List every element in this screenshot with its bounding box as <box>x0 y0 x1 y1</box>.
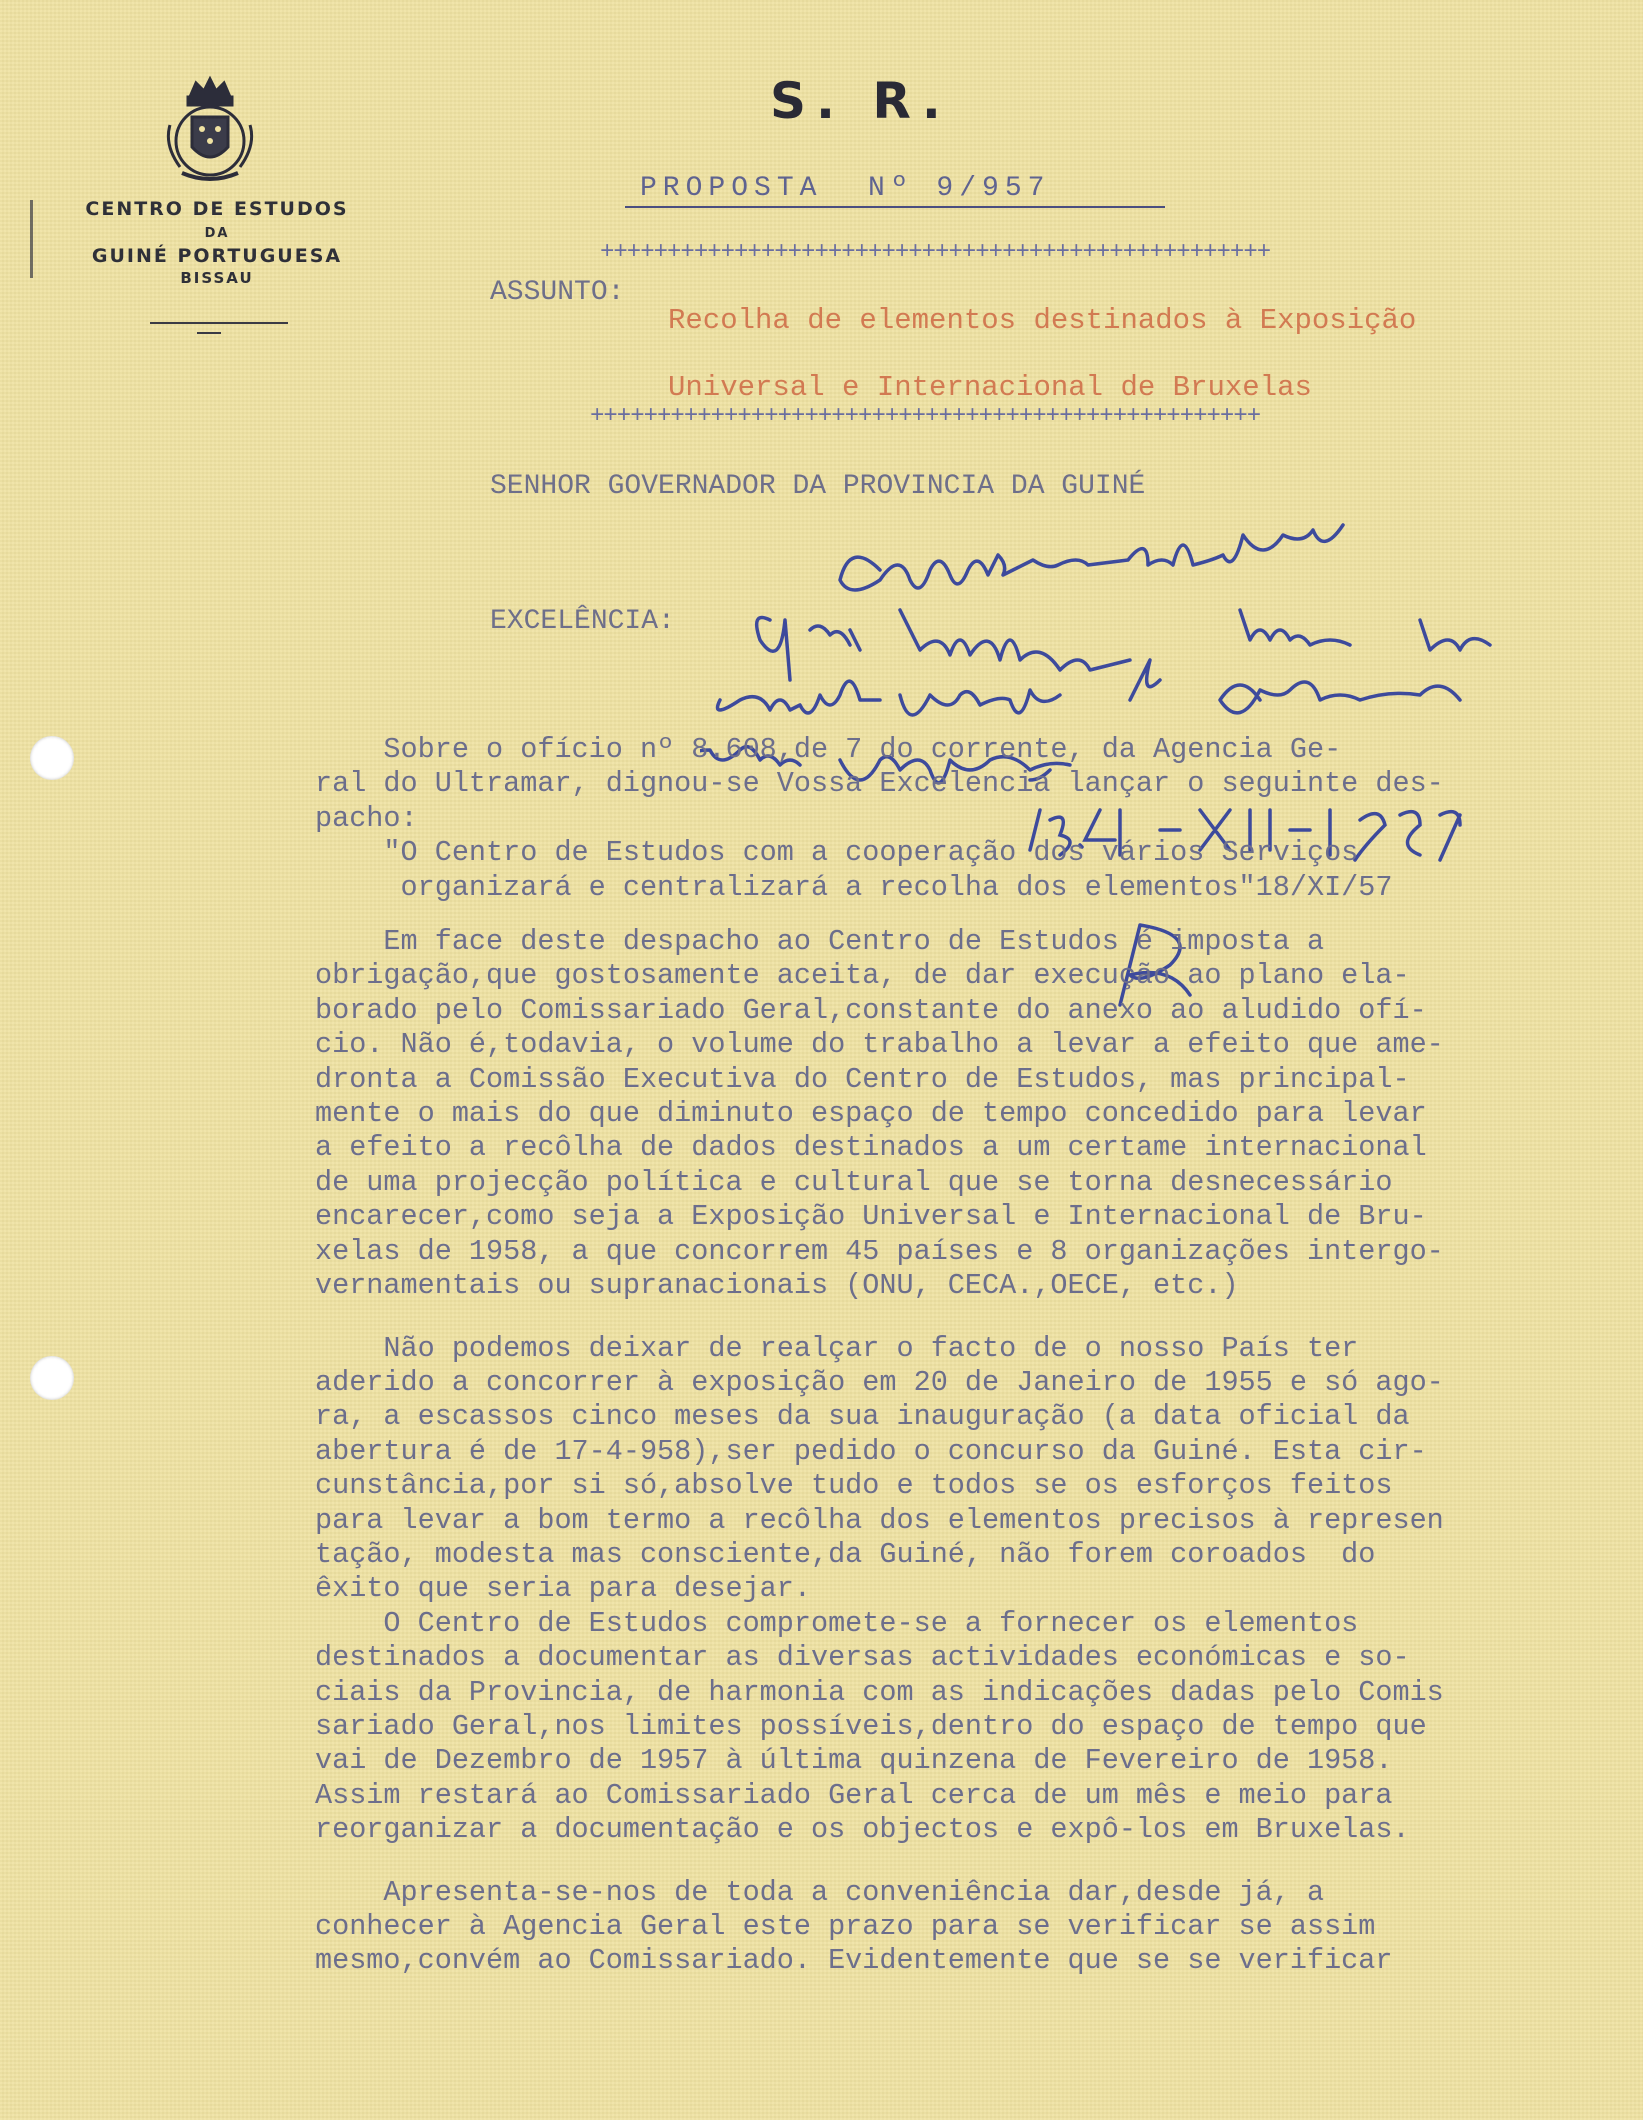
body-line: Não podemos deixar de realçar o facto de o nosso País ter <box>315 1331 1359 1365</box>
body-line: Sobre o ofício nº 8.608,de 7 do corrente, da Agencia Ge- <box>315 733 1342 766</box>
letterhead-rule <box>150 322 288 324</box>
punch-hole-top <box>30 736 74 780</box>
punch-hole-bottom <box>30 1356 74 1400</box>
body-line: ral do Ultramar, dignou-se Vossa Excelencia lançar o seguinte des- <box>315 767 1444 801</box>
body-line: abertura é de 17-4-958),ser pedido o concurso da Guiné. Esta cir- <box>315 1434 1427 1468</box>
assunto-line-1: Recolha de elementos destinados à Exposição <box>668 304 1417 337</box>
body-line: ciais da Provincia, de harmonia com as indicações dadas pelo Comis <box>315 1675 1444 1709</box>
body-line: de uma projecção política e cultural que se torna desnecessário <box>315 1165 1393 1199</box>
letterhead-line-2: DA <box>204 226 230 241</box>
body-line: aderido a concorrer à exposição em 20 de Janeiro de 1955 e só ago- <box>315 1365 1444 1399</box>
letterhead-rule-short <box>197 332 221 334</box>
body-line: Assim restará ao Comissariado Geral cerca de um mês e meio para <box>315 1778 1393 1812</box>
body-line: "O Centro de Estudos com a cooperação dos vários Serviços <box>315 836 1359 870</box>
body-line: tação, modesta mas consciente,da Guiné, não forem coroados do <box>315 1537 1376 1571</box>
letterhead-institution <box>52 198 382 287</box>
letterhead-line-1: CENTRO DE ESTUDOS <box>85 198 349 220</box>
body-line: mente o mais do que diminuto espaço de tempo concedido para levar <box>315 1097 1427 1131</box>
paragraph-gap <box>315 1848 1635 1876</box>
body-line: para levar a bom termo a recôlha dos elementos precisos à represen <box>315 1503 1444 1537</box>
body-line: cio. Não é,todavia, o volume do trabalho a levar a efeito que ame- <box>315 1028 1444 1062</box>
assunto-line-2: Universal e Internacional de Bruxelas <box>668 371 1312 404</box>
letterhead-line-3: GUINÉ PORTUGUESA <box>91 245 343 267</box>
body-line: cunstância,por si só,absolve tudo e todos se os esforços feitos <box>315 1469 1393 1503</box>
body-line: O Centro de Estudos compromete-se a fornecer os elementos <box>315 1606 1359 1640</box>
body-line: reorganizar a documentação e os objectos e expô-los em Bruxelas. <box>315 1813 1410 1847</box>
body-line: xelas de 1958, a que concorrem 45 países e 8 organizações intergo- <box>315 1234 1444 1268</box>
body-line: sariado Geral,nos limites possíveis,dentro do espaço de tempo que <box>315 1709 1427 1743</box>
body-line: Apresenta-se-nos de toda a conveniência dar,desde já, a <box>315 1875 1325 1909</box>
body-line: obrigação,que gostosamente aceita, de dar execução ao plano ela- <box>315 959 1410 993</box>
body-line: mesmo,convém ao Comissariado. Evidentemente que se se verificar <box>315 1944 1393 1978</box>
plus-rule-bottom: ++++++++++++++++++++++++++++++++++++++++++++++++++ <box>590 403 1261 430</box>
margin-mark <box>30 200 33 278</box>
body-line: vernamentais ou supranacionais (ONU, CECA.,OECE, etc.) <box>315 1269 1239 1303</box>
sr-heading: S. R. <box>770 72 951 130</box>
body-line: ra, a escassos cinco meses da sua inauguração (a data oficial da <box>315 1400 1410 1434</box>
plus-rule-top: ++++++++++++++++++++++++++++++++++++++++++++++++++ <box>600 239 1271 266</box>
body-line: vai de Dezembro de 1957 à última quinzena de Fevereiro de 1958. <box>315 1744 1393 1778</box>
body-line: êxito que seria para desejar. <box>315 1572 811 1606</box>
body-line: a efeito a recôlha de dados destinados a um certame internacional <box>315 1131 1427 1165</box>
coat-of-arms-icon <box>162 75 258 185</box>
proposta-number: PROPOSTA Nº 9/957 <box>640 173 1051 204</box>
assunto-label: ASSUNTO: <box>490 277 625 308</box>
salutation: EXCELÊNCIA: <box>490 606 675 637</box>
body-text <box>315 733 1635 1979</box>
body-line: conhecer à Agencia Geral este prazo para se verificar se assim <box>315 1910 1376 1943</box>
paragraph-gap <box>315 905 1635 925</box>
body-line: destinados a documentar as diversas actividades económicas e so- <box>315 1641 1410 1675</box>
letterhead-line-4: BISSAU <box>180 269 254 287</box>
body-line: encarecer,como seja a Exposição Universal e Internacional de Bru- <box>315 1200 1427 1234</box>
body-line: borado pelo Comissariado Geral,constante do anexo ao aludido ofí- <box>315 993 1427 1027</box>
addressee: SENHOR GOVERNADOR DA PROVINCIA DA GUINÉ <box>490 471 1146 502</box>
body-line: pacho: <box>315 801 418 835</box>
paragraph-gap <box>315 1304 1635 1332</box>
body-line: organizará e centralizará a recolha dos elementos"18/XI/57 <box>315 870 1393 904</box>
body-line: dronta a Comissão Executiva do Centro de Estudos, mas principal- <box>315 1062 1410 1096</box>
body-line: Em face deste despacho ao Centro de Estudos é imposta a <box>315 925 1325 959</box>
proposta-underline <box>625 206 1165 208</box>
